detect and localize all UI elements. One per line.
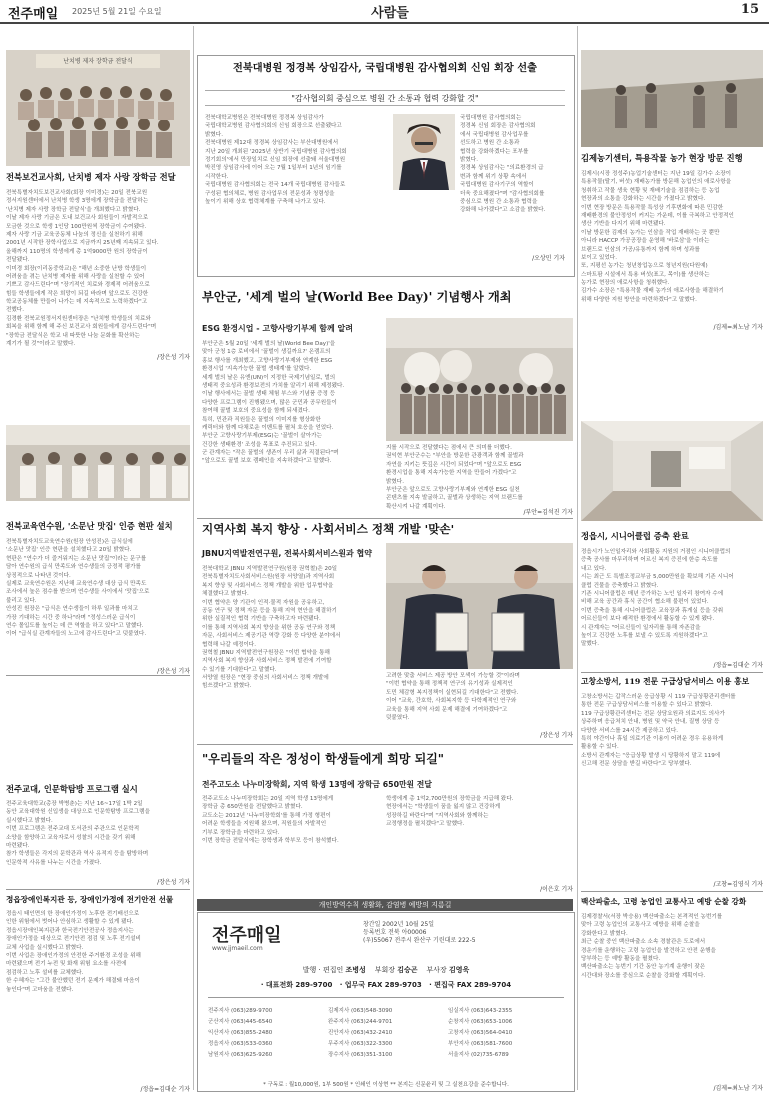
text-line: 놓인다"며 고마움을 전했다. xyxy=(6,986,74,993)
article-body xyxy=(386,444,573,512)
text-line: 세계 벌의 날은 유엔(UN)이 지정한 국제기념일로, 벌의 xyxy=(202,374,336,381)
staff-label: 발행 · 편집인 xyxy=(302,966,344,974)
text-line: 마련됐다. xyxy=(6,842,30,849)
text-line: 환경시업 '지속가능한 꿀벌 생태계'를 알렸다. xyxy=(202,366,312,373)
text-line: 전주교육대학교(총장 박병춘)는 지난 16~17일 1박 2일 xyxy=(6,801,143,807)
branch-office: 장수지사 (063)351-3100 xyxy=(328,1052,393,1058)
text-line: 특히, 민관과 직원들은 꿀벌의 이미지를 형상화한 xyxy=(202,416,321,423)
text-line: 전북대병원 제12대 정경복 상임감사는 부산대병원에서 xyxy=(205,140,339,147)
photo-banner-text: 난치병 제자 장학금 전달식 xyxy=(63,58,133,65)
text-line: 변과 함께 위기 상황 속에서 xyxy=(460,173,527,180)
text-line: 전북특별자치도사회서비스원(원장 서양열)과 지역사회 xyxy=(202,574,335,581)
byline: /정읍=김대순 기자 xyxy=(713,662,763,669)
text-line: 소방서 관계자는 "응급상황 발생 시 당황하지 말고 119에 xyxy=(581,752,721,759)
text-line: 상주하며 응급처치 안내, 병원 및 약국 안내, 질병 상담 등 xyxy=(581,719,720,726)
text-line: 119 구급상황관리센터는 전문 상담요원과 의료지도 의사가 xyxy=(581,710,725,717)
article-body xyxy=(581,693,763,889)
text-line: 교육을 통해 지역 사회 문제 해결에 기여하겠다"고 xyxy=(386,706,508,713)
text-line: 백산파출소는 농번기 기간 동안 농기계 운행이 잦은 xyxy=(581,964,706,971)
text-line: 어르신들이 보다 쾌적한 환경에서 활동할 수 있게 됐다. xyxy=(581,616,715,623)
branch-office: 남원지사 (063)625-9260 xyxy=(208,1052,273,1058)
staff-name: 조병성 xyxy=(345,966,366,974)
byline: /장은성 기자 xyxy=(157,668,190,675)
text-line: 학생에게 총 1억2,700만원의 장학금을 지급해 왔다. xyxy=(386,796,514,802)
address: (우)55067 전주시 완산구 기린대로 222-5 xyxy=(363,937,476,944)
text-line: 체결했다고 밝혔다. xyxy=(202,591,249,598)
text-line: 참가 학생들은 각지의 문학관과 역사 유적지 등을 탐방하며 xyxy=(6,851,149,858)
text-line: 부안군은 앞으로도 고향사랑기부제와 연계한 ESG 실천 xyxy=(386,486,520,493)
photo-senior-club-interior xyxy=(581,421,763,521)
byline: /이은호 기자 xyxy=(540,886,573,893)
text-line: 학교공동체를 만들어 나가는 데 지속적으로 노력하겠다"고 xyxy=(6,299,148,306)
phone-number: · 업무국 FAX 289-9703 xyxy=(339,981,422,989)
text-line: 지역사회 복지 향상과 사회서비스 정책 발전에 기여할 xyxy=(202,658,332,665)
branch-office: 고창지사 (063)564-0410 xyxy=(448,1030,513,1036)
byline: /부안=김석진 기자 xyxy=(523,509,573,516)
text-line: 기쁘고 감사드린다"며 "장기적인 치료와 경제적 어려움으로 xyxy=(6,282,150,289)
text-line: 이번 프로그램은 전주교대 도서관의 주관으로 인문학적 xyxy=(6,826,140,833)
divider xyxy=(581,891,763,892)
branch-office: 진안지사 (063)432-2410 xyxy=(328,1030,393,1036)
text-line: 위해 다양한 지원 방안을 마련하겠다"고 말했다. xyxy=(581,296,697,303)
publication-info xyxy=(363,921,563,945)
text-line: "앞으로도 꿀벌 보호 캠페인을 지속하겠다"고 말했다. xyxy=(202,458,332,465)
byline: /김제=최노남 기자 xyxy=(713,324,763,331)
branch-office: 무주지사 (063)322-3300 xyxy=(328,1041,393,1047)
text-line: 이어 "급식실 관계자들의 노고에 감사드린다"고 덧붙였다. xyxy=(6,631,147,638)
text-line: 특히 야간이나 휴일 의료기관 이용이 어려운 경우 유용하게 xyxy=(581,735,724,742)
text-line: 김경환 전북교원정서지원센터장은 "난치병 학생들의 치료와 xyxy=(6,315,151,322)
text-line: 장애인가정을 대상으로 전기안전 점검 및 노후 전기설비 xyxy=(6,936,141,943)
text-line: 김가수 소장은 "특용작물 재배 농가의 애로사항을 해결하기 xyxy=(581,288,724,295)
text-line: 교도소는 2012년 '나누미장학회'를 통해 가정 형편이 xyxy=(202,812,331,819)
text-line: 인문학적 사유를 나누는 시간을 가졌다. xyxy=(6,859,102,866)
text-line: 다양한 프로그램이 진행됐으며, 많은 군민과 공무원들이 xyxy=(202,399,337,406)
text-line: 성장하길 바란다"며 "지역사회와 함께하는 xyxy=(386,812,489,819)
text-line: 활용할 수 있다. xyxy=(581,744,619,751)
text-line: 캐릭터와 함께 다채로운 이벤트를 펼쳐 호응을 얻었다. xyxy=(202,424,334,431)
branch-office: 순창지사 (063)653-1006 xyxy=(448,1019,513,1025)
text-line: 신고해 전문 상담을 받길 바란다"고 당부했다. xyxy=(581,761,692,768)
text-line: 선도하고 병원 간 소통과 xyxy=(460,140,520,147)
text-line: 실시했다고 밝혔다. xyxy=(6,817,53,824)
text-line: 힘들 학생들에게 작은 희망이 되길 바라며 앞으로도 건강한 xyxy=(6,290,149,297)
masthead-box xyxy=(197,912,575,1092)
text-line: 시는 최근 도 특별조정교부금 5,000만원을 확보해 기존 시니어 xyxy=(581,574,734,581)
text-line: 강화해 나가겠다"고 소감을 밝혔다. xyxy=(460,207,546,214)
photo-farm-visit xyxy=(581,50,763,147)
text-line: 고창소방서는 갑작스러운 응급상황 시 119 구급상황관리센터를 xyxy=(581,694,736,700)
text-line: 국립대병원 감사협의회는 xyxy=(460,115,522,121)
text-line: 경운기를 운행하는 고령 농업인을 발견하고 안전 운행을 xyxy=(581,947,716,954)
text-line: 실제로 교육연수원은 지난해 교육연수생 대상 급식 만족도 xyxy=(6,580,147,587)
text-line: "장학금 전달식은 학교 내 따뜻한 나눔 문화를 확산하는 xyxy=(6,332,140,339)
text-line: 안성진 원장은 "급식은 연수생들이 하루 일과를 마치고 xyxy=(6,606,139,613)
photo-certification-plaque xyxy=(6,425,190,501)
text-line: 높이기 위해 상호 협력체계를 구축해 나가고 있다. xyxy=(205,198,326,205)
text-line: 상징적으로 나타낸 것이다. xyxy=(6,572,71,579)
text-line: 청취하고 작물 생육 현황 및 재배기술을 점검하는 등 농업 xyxy=(581,187,720,194)
text-line: 위한 실질적인 협력 기반을 구축하고자 마련됐다. xyxy=(202,616,321,623)
text-line: 자연을 지키는 뜻깊은 시간이 되었다"며 "앞으로도 ESG xyxy=(386,461,522,468)
subheadline: "감사협의회 중심으로 병원 간 소통과 협력 강화할 것" xyxy=(205,90,565,106)
text-line: 현장에서는 "학생들이 꿈을 잃지 않고 건강하게 xyxy=(386,804,501,811)
headline: "우리들의 작은 정성이 학생들에게 희망 되길" xyxy=(202,752,445,766)
headline: 전북교육연수원, '소문난 맛집' 인증 현판 설치 xyxy=(6,521,173,531)
text-line: 클럽 건물을 증축했다고 밝혔다. xyxy=(581,582,659,589)
text-line: 정서지원센터에서 난치병 학생 3명에게 장학금을 전달하는 xyxy=(6,198,149,205)
masthead-logo: 전주매일 xyxy=(212,925,282,946)
text-line: 에서 국립대병원 감사업무를 xyxy=(460,131,529,138)
text-line: 다양한 서비스를 24시간 제공하고 있다. xyxy=(581,727,679,734)
article-body xyxy=(202,565,380,737)
text-line: 밝혔다. xyxy=(205,131,223,138)
text-line: 복지 향상 및 사회서비스 정책 개발을 위한 업무협약을 xyxy=(202,582,334,589)
text-line: 올해까지 110명의 학생에게 총 1억9000만 원의 장학금이 xyxy=(6,248,148,255)
branch-office: 군산지사 (063)445-6540 xyxy=(208,1019,273,1025)
headline: 백산파출소, 고령 농업인 교통사고 예방 순찰 강화 xyxy=(581,897,747,906)
photo-scholarship-ceremony xyxy=(6,50,190,166)
column-divider xyxy=(193,26,194,1090)
page-header xyxy=(0,0,769,24)
text-line: 박진영 상임감사에 이어 오는 7월 1일부터 1년의 임기를 xyxy=(205,165,342,172)
text-line: 전북특별자치도교육연수원(원장 안성진)은 급식실에 xyxy=(6,539,133,545)
text-line: 이번 현장 방문은 특용작물 특성상 기후변화에 따른 민감한 xyxy=(581,204,724,211)
phone-number: · 편집국 FAX 289-9704 xyxy=(429,981,512,989)
article-body xyxy=(6,800,190,876)
text-line: 정읍시 태인면의 한 장애인가정이 노후한 전기배선으로 xyxy=(6,911,140,917)
text-line: 전주교도소 나누미장학회는 20일 지역 학생 13명에게 xyxy=(202,796,334,802)
subheadline: ESG 환경시업 - 고향사랑기부제 함께 알려 xyxy=(202,324,353,333)
text-line: 맞아 고령 농업인의 교통사고 예방을 위해 순찰을 xyxy=(581,922,700,929)
text-line: 연수 몰입도를 높이는 데 큰 역할을 하고 있다"고 말했다. xyxy=(6,622,144,629)
article-body xyxy=(581,913,763,1081)
text-line: 정읍시장애인복지관과 한국전기안전공사 정읍지사는 xyxy=(6,927,134,934)
text-line: 전북특별자치도보건교사회(회장 이미경)는 20일 전북교원 xyxy=(6,190,148,196)
article-body xyxy=(581,170,763,332)
text-line: 이번 협약은 양 기관이 인적·물적 자원을 공유하고, xyxy=(202,599,325,606)
headline: 정읍장애인복지관 등, 장애인가정에 전기안전 선물 xyxy=(6,895,174,904)
text-line: 조사에서 높은 점수를 받으며 연수생들 사이에서 '맛집'으로 xyxy=(6,589,150,596)
article-body xyxy=(581,548,763,658)
text-line: 서양열 원장은 "현장 중심의 사회서비스 정책 개발에 xyxy=(202,675,329,682)
text-line: 모금한 것으로 학생 1인당 100만원씩 장학금이 수여됐다. xyxy=(6,223,147,230)
text-line: 공동 연구 및 정책 자문 등을 통해 지역 현안을 해결하기 xyxy=(202,607,337,614)
byline: /오상민 기자 xyxy=(532,255,565,262)
divider xyxy=(208,997,564,998)
text-line: 장학금 총 650만원을 전달했다고 밝혔다. xyxy=(202,804,303,811)
text-line: 내고 있다. xyxy=(581,565,607,572)
text-line: 밝혔다. xyxy=(460,156,478,163)
text-line: 교정행정을 펼치겠다"고 말했다. xyxy=(386,821,465,828)
text-line: 재배환경의 불안정성이 커지는 가운데, 이를 극복하고 안정적인 xyxy=(581,212,734,219)
text-line: 회복을 위해 함께 해 주신 보건교사 회원들에게 감사드린다"며 xyxy=(6,324,157,331)
photo-bee-day-event xyxy=(386,318,573,441)
text-line: 구성된 협의체로, 병원 감사업무의 전문성과 청렴성을 xyxy=(205,190,335,197)
text-line: 이미경 회장(이리동중학교)은 "해년 소중한 난방 학생들이 xyxy=(6,265,147,272)
text-line: 시간대와 장소를 중심으로 순찰을 강화할 계획이다. xyxy=(581,972,706,979)
text-line: 통한 전문 구급상담서비스를 이용할 수 있다고 밝혔다. xyxy=(581,702,713,709)
staff-name: 김영욱 xyxy=(448,966,470,974)
text-line: 이날 방문한 김제의 농가는 인삼을 작업 재배하는 곳 뿐만 xyxy=(581,229,720,236)
staff-row xyxy=(198,965,574,975)
headline: 정읍시, 시니어클럽 증축 완료 xyxy=(581,531,689,541)
text-line: 또, 지평선 농가는 청년창업농으로 청년지원(다원예) xyxy=(581,263,708,270)
text-line: 고려한 맞춤 서비스 제공 방안 모색이 가능할 것"이라며 xyxy=(386,673,520,679)
branch-office: 서울지사 (02)735-6789 xyxy=(448,1052,509,1058)
text-line: 참여해 꿀벌 보호의 중요성을 함께 되새겼다. xyxy=(202,408,310,415)
text-line: 이날 제자 사랑 기금은 도내 보건교사 회원들이 자발적으로 xyxy=(6,215,149,222)
text-line: 이번 사업은 장애인가정의 안전한 주거환경 조성을 위해 xyxy=(6,952,141,959)
text-line: 부안군 고향사랑기부제(ESG)는 '꿀벌이 살아가는 xyxy=(202,433,322,440)
text-line: 현판은 "연수가 더 즐거워지는 소문난 맛집"이라는 문구를 xyxy=(6,555,147,562)
column-divider xyxy=(577,26,578,1090)
text-line: 맞아 군청 1층 로비에서 '꿀벌이 생길까요?' 온캠프의 xyxy=(202,349,331,356)
text-line: 소양을 함양하고 교육자로서 성찰의 시간을 갖기 위해 xyxy=(6,834,136,841)
website-link[interactable]: www.jjmaeil.com xyxy=(212,945,263,952)
text-line: 현장과의 소통을 강화하는 시간을 가졌다고 밝혔다. xyxy=(581,196,706,203)
text-line: 김제시(시장 정성주)농업기술센터는 지난 19일 김가수 소장이 xyxy=(581,171,732,177)
text-line: 어려움을 겪는 난치병 제자를 위해 사랑을 실천할 수 있어 xyxy=(6,273,145,280)
text-line: 김제경찰서(서장 박승용) 백산파출소는 본격적인 농번기를 xyxy=(581,914,723,920)
text-line: 점검하고 노후 설비를 교체했다. xyxy=(6,969,84,976)
text-line: 제자 사랑 기금 교육공동체 나눔의 정신을 실천하기 위해 xyxy=(6,231,143,238)
text-line: 아니라 HACCP 가공공장을 운영해 '바로삼'을 이라는 xyxy=(581,238,710,245)
text-line: 가장 기대하는 시간 중 하나"라며 "정성스러운 급식이 xyxy=(6,614,136,621)
text-line: 시 관계자는 "어르신들이 일자리를 통해 자존감을 xyxy=(581,624,701,631)
divider xyxy=(197,744,573,745)
subheadline: 전주고도소 나누미장학회, 지역 학생 13명에 장학금 650만원 전달 xyxy=(202,780,432,789)
divider xyxy=(197,518,573,519)
staff-label: 부사장 xyxy=(426,966,447,974)
text-line: 힘쓰겠다"고 밝혔다. xyxy=(202,683,252,690)
branch-office: 김제지사 (063)548-3090 xyxy=(328,1008,393,1014)
text-line: 인한 위험에서 벗어나 안심하고 생활할 수 있게 됐다. xyxy=(6,919,134,926)
text-line: 교체 사업을 실시했다고 밝혔다. xyxy=(6,944,84,951)
text-line: 밝혔다. xyxy=(386,478,404,485)
text-line: 정읍시가 노인일자리와 사회활동 지원의 거점인 시니어클럽의 xyxy=(581,549,731,555)
article-body xyxy=(386,672,573,728)
branch-office: 부안지사 (063)581-7600 xyxy=(448,1041,513,1047)
text-line: 협력해 나갈 예정이다. xyxy=(202,641,256,648)
text-line: '소문난 맛집' 인증 현판을 설치했다고 20일 밝혔다. xyxy=(6,547,132,554)
text-line: '난치병 제자 사랑 장학금 전달식'을 개최했다고 밝혔다. xyxy=(6,206,141,213)
text-line: 홍보 행사를 개최했고, 고향사랑기부제와 연계한 ESG xyxy=(202,357,333,364)
staff-label: 부회장 xyxy=(374,966,395,974)
text-line: 농가로 현장의 애로사항을 청취했다. xyxy=(581,280,670,287)
headline: 지역사회 복지 향상 · 사회서비스 정책 개발 '맞손' xyxy=(202,522,455,536)
text-line: 협력을 강화하겠다는 포부를 xyxy=(460,148,529,155)
byline: /정읍=김대순 기자 xyxy=(140,1086,190,1093)
article-body xyxy=(460,114,565,252)
text-line: 정기회의'에서 만장일치로 신임 회장에 선출돼 서울대병원 xyxy=(205,156,346,163)
branch-office: 정읍지사 (063)533-0360 xyxy=(208,1041,273,1047)
text-line: 담아 연수원의 급식 만족도와 연수생들의 긍정적 평가를 xyxy=(6,564,141,571)
text-line: 말했다. xyxy=(581,641,599,648)
text-line: 높이고 건강한 노후를 보낼 수 있도록 지원하겠다"고 xyxy=(581,632,708,639)
headline: 부안군, '세계 벌의 날(World Bee Day)' 기념행사 개최 xyxy=(202,290,512,304)
headline: 전북보건교사회, 난치병 제자 사랑 장학금 전달 xyxy=(6,172,176,182)
newspaper-logo: 전주매일 xyxy=(8,7,59,22)
article-body xyxy=(6,538,190,662)
branch-office: 완주지사 (063)244-9701 xyxy=(328,1019,393,1025)
byline: /장은성 기자 xyxy=(157,879,190,886)
text-line: 권익현 부안군수는 "부안을 방문한 관광객과 함께 꿀벌과 xyxy=(386,453,524,460)
phone-row xyxy=(198,980,574,990)
branch-office: 전주지사 (063)289-9700 xyxy=(208,1008,273,1014)
text-line: 2001년 시작한 장학사업으로 지금까지 25년째 지속되고 있다. xyxy=(6,240,159,247)
staff-name: 김승곤 xyxy=(397,966,418,974)
text-line: 지를 시작으로 전달했다는 점에서 큰 의미를 더했다. xyxy=(386,445,512,451)
founded-date: 창간일 2002년 10월 25일 xyxy=(363,921,435,928)
text-line: 수 있기를 기대한다"고 말했다. xyxy=(202,666,277,673)
text-line: 불리고 있다. xyxy=(6,597,37,604)
divider xyxy=(581,672,763,673)
headline: 김제농기센터, 특용작물 농가 현장 방문 진행 xyxy=(581,153,743,163)
text-line: 덧붙였다. xyxy=(386,714,410,721)
text-line: 전했다. xyxy=(6,307,24,314)
text-line: 도민 체감형 복지정책이 실현되길 기대한다"고 전했다. xyxy=(386,689,519,696)
byline: /고창=김영식 기자 xyxy=(713,881,763,888)
text-line: 군 관계자는 "작은 꿀벌의 생존이 우리 삶과 직결된다"며 xyxy=(202,450,339,457)
text-line: 어려운 학생들을 지원해 왔으며, 직원들의 자발적인 xyxy=(202,821,327,828)
text-line: 콘텐츠를 지속 발굴하고, 꿀벌과 상생하는 지역 브랜드를 xyxy=(386,495,523,502)
article-body xyxy=(202,340,380,510)
text-line: 건강한 생태환경' 조성을 목표로 추진되고 있다. xyxy=(202,441,317,448)
article-body xyxy=(205,114,385,254)
text-line: 당부하는 등 예방 활동을 펼쳤다. xyxy=(581,955,661,962)
text-line: 최근 순찰 중인 백산파출소 소속 경찰관은 도로에서 xyxy=(581,939,706,946)
text-line: 보이고 있었다. xyxy=(581,254,617,261)
text-line: 이를 통해 지역사회 복지 향상을 위한 공동 연구와 정책 xyxy=(202,624,336,631)
text-line: 기존 시니어클럽은 매년 증가하는 노인 일자리 참여자 수에 xyxy=(581,590,724,597)
text-line: 스마트팜 시설에서 특용 버섯(표고, 목이)를 생산하는 xyxy=(581,271,710,278)
text-line: 특용작물(딸기, 버섯) 재배농가를 방문해 농업인의 애로사항을 xyxy=(581,179,732,186)
text-line: 중심으로 병원 간 소통과 협력을 xyxy=(460,198,538,205)
headline: 전주교대, 인문학탐방 프로그램 실시 xyxy=(6,784,138,794)
text-line: 권혁철 JBNU 지역발전연구원장은 "이번 협약을 통해 xyxy=(202,649,330,656)
text-line: 한 수혜자는 "그간 불안했던 전기 문제가 해결돼 마음이 xyxy=(6,978,140,985)
text-line: 부안군은 5월 20일 '세계 벌의 날(World Bee Day)'을 xyxy=(202,341,336,347)
branch-office: 임실지사 (063)643-2355 xyxy=(448,1008,513,1014)
byline: /장은성 기자 xyxy=(540,732,573,739)
text-line: 확산시켜 나갈 계획이다. xyxy=(386,503,446,510)
text-line: 브랜드로 인삼의 가공/유통까지 함께 하며 성과를 xyxy=(581,246,700,253)
article-body xyxy=(6,910,190,1082)
article-body xyxy=(386,795,573,871)
text-line: 국립대학교병원 감사협의회의 신임 회장으로 선출됐다고 xyxy=(205,123,342,130)
registration-number: 등록번호 전북 아00006 xyxy=(363,929,427,936)
page-number: 15 xyxy=(740,2,759,17)
text-line: 전북대학교병원은 전북대병원 정경복 상임감사가 xyxy=(205,115,324,121)
text-line: 전북대학교 JBNU 지역발전연구원(원장 권혁철)은 20일 xyxy=(202,566,338,572)
text-line: 환경시업을 통해 지속가능한 지역을 만들어 가겠다"고 xyxy=(386,470,517,477)
text-line: 전달됐다. xyxy=(6,257,30,264)
phone-number: · 대표전화 289-9700 xyxy=(260,981,333,989)
text-line: 더욱 중요해졌다"며 "감사협의회를 xyxy=(460,190,545,197)
text-line: 계기가 될 것"이라고 말했다. xyxy=(6,341,76,348)
byline: /장은성 기자 xyxy=(157,354,190,361)
text-line: 증축 공사를 마무리하며 어르신 복지 증진에 한층 속도를 xyxy=(581,557,718,564)
photo-portrait xyxy=(393,114,455,190)
photo-mou-signing xyxy=(386,543,573,669)
divider xyxy=(6,889,190,890)
text-line: 정경복 신임 회장은 감사협의회 xyxy=(460,123,536,130)
text-line: 기부로 장학금을 마련하고 있다. xyxy=(202,829,280,836)
text-line: 국립대병원 감사기구의 역할이 xyxy=(460,182,534,189)
subheadline: JBNU지역발전연구원, 전북사회서비스원과 협약 xyxy=(202,549,372,558)
text-line: 지난 20일 개최된 '2025년 상반기 국립대병원 감사협의회 xyxy=(205,148,347,155)
text-line: 생산 기반을 다지기 위해 마련됐다. xyxy=(581,221,666,228)
text-line: 생태적 중요성과 환경보전의 가치를 알리기 위해 제정됐다. xyxy=(202,382,345,389)
byline: /김제=최노남 기자 xyxy=(713,1085,763,1092)
text-line: "이번 협약을 통해 정책적 연구의 유기성과 실제적인 xyxy=(386,681,513,688)
text-line: 비해 교육 공간과 휴식 공간이 협소해 불편이 있었다. xyxy=(581,599,709,606)
masthead-footer: * 구독료 : 월10,000원, 1부 500원 * 인쇄인 이상현 ** 본지는 신문윤리 및 그 실천요강을 준수합니다. xyxy=(263,1082,509,1088)
text-line: 국립대병원 감사협의회는 전국 14개 국립대병원 감사들로 xyxy=(205,182,346,189)
text-line: 강화한다고 밝혔다. xyxy=(581,930,628,937)
branch-office-list xyxy=(208,1006,564,1066)
text-line: 이날 행사에서는 꿀벌 생태 체험 부스와 기념품 증정 등 xyxy=(202,391,336,398)
text-line: 정경복 상임감사는 "의료환경의 급 xyxy=(460,165,544,172)
text-line: 마련됐으며 전기 누전 및 화재 위험 요소를 사전에 xyxy=(6,961,127,968)
text-line: 자문, 사회서비스 제공기관 역량 강화 등 다양한 분야에서 xyxy=(202,633,341,640)
headline: 전북대병원 정경복 상임감사, 국립대병원 감사협의회 신임 회장 선출 xyxy=(233,62,537,74)
divider xyxy=(6,675,190,676)
headline: 고창소방서, 119 전문 구급상담서비스 이용 홍보 xyxy=(581,677,750,686)
text-line: 이번 장학금 전달식에는 장학생과 학부모 등이 참석했다. xyxy=(202,837,339,844)
section-title: 사람들 xyxy=(371,6,409,21)
text-line: 이어 "교육, 간호학, 사회복지학 등 다학제적인 연구와 xyxy=(386,698,517,705)
public-notice-banner: 개인방역수칙 생활화, 감염병 예방의 지름길 xyxy=(197,899,573,911)
branch-office: 익산지사 (063)855-2480 xyxy=(208,1030,273,1036)
article-body xyxy=(202,795,380,891)
article-body xyxy=(6,189,190,351)
text-line: 시작한다. xyxy=(205,173,229,180)
text-line: 동안 교육대학원 신입생을 대상으로 인문학탐방 프로그램을 xyxy=(6,809,150,816)
text-line: 이번 증축을 통해 시니어클럽은 교육장과 휴게실 등을 갖춰 xyxy=(581,607,724,614)
issue-date: 2025년 5월 21일 수요일 xyxy=(72,7,162,16)
